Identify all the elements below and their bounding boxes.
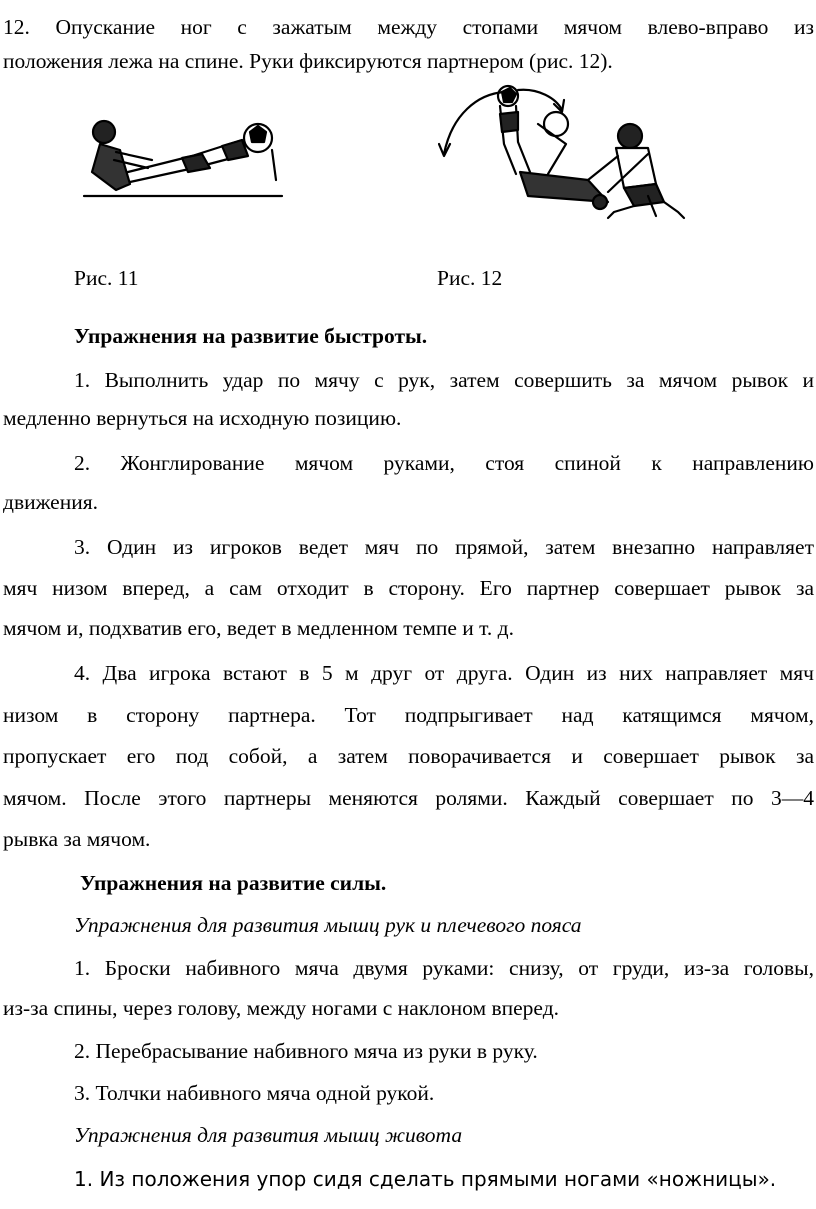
speed-item-3-line-1: 3. Один из игроков ведет мяч по прямой, затем внезапно направляет xyxy=(74,535,814,559)
arms-item-2: 2. Перебрасывание набивного мяча из руки в руку. xyxy=(74,1039,538,1063)
speed-item-4-line-1: 4. Два игрока встают в 5 м друг от друга. Один из них направляет мяч xyxy=(74,661,814,685)
arms-item-1-line-1: 1. Броски набивного мяча двумя руками: снизу, от груди, из-за головы, xyxy=(74,956,814,980)
figure-12-caption: Рис. 12 xyxy=(437,266,503,290)
speed-item-4-line-2: низом в сторону партнера. Тот подпрыгивает над катящимся мячом, xyxy=(3,703,814,727)
abs-item-1: 1. Из положения упор сидя сделать прямыми ногами «ножницы». xyxy=(74,1167,777,1191)
paragraph-12-line-2: положения лежа на спине. Руки фиксируются партнером (рис. 12). xyxy=(3,49,613,73)
speed-item-4-line-4: мячом. После этого партнеры меняются ролями. Каждый совершает по 3—4 xyxy=(3,786,814,810)
speed-item-1-line-2: медленно вернуться на исходную позицию. xyxy=(3,406,402,430)
speed-item-4-line-3: пропускает его под собой, а затем поворачивается и совершает рывок за xyxy=(3,744,814,768)
abs-subheading: Упражнения для развития мышц живота xyxy=(74,1123,463,1147)
speed-item-2-line-2: движения. xyxy=(3,490,98,514)
speed-item-3-line-2: мяч низом вперед, а сам отходит в сторону. Его партнер совершает рывок за xyxy=(3,576,814,600)
speed-item-4-line-5: рывка за мячом. xyxy=(3,827,151,851)
speed-item-3-line-3: мячом и, подхватив его, ведет в медленном темпе и т. д. xyxy=(3,616,514,640)
strength-section-heading: Упражнения на развитие силы. xyxy=(80,871,387,895)
speed-item-2-line-1: 2. Жонглирование мячом руками, стоя спиной к направлению xyxy=(74,451,814,475)
arms-item-1-line-2: из-за спины, через голову, между ногами с наклоном вперед. xyxy=(3,996,560,1020)
arms-subheading: Упражнения для развития мышц рук и плечевого пояса xyxy=(74,913,582,937)
paragraph-12-line-1: 12. Опускание ног с зажатым между стопами мячом влево-вправо из xyxy=(3,15,814,39)
figure-12-illustration-icon xyxy=(438,84,688,222)
speed-section-heading: Упражнения на развитие быстроты. xyxy=(74,324,428,348)
figure-11-caption: Рис. 11 xyxy=(74,266,139,290)
figure-11-illustration-icon xyxy=(82,110,294,210)
arms-item-3: 3. Толчки набивного мяча одной рукой. xyxy=(74,1081,435,1105)
speed-item-1-line-1: 1. Выполнить удар по мячу с рук, затем совершить за мячом рывок и xyxy=(74,368,814,392)
